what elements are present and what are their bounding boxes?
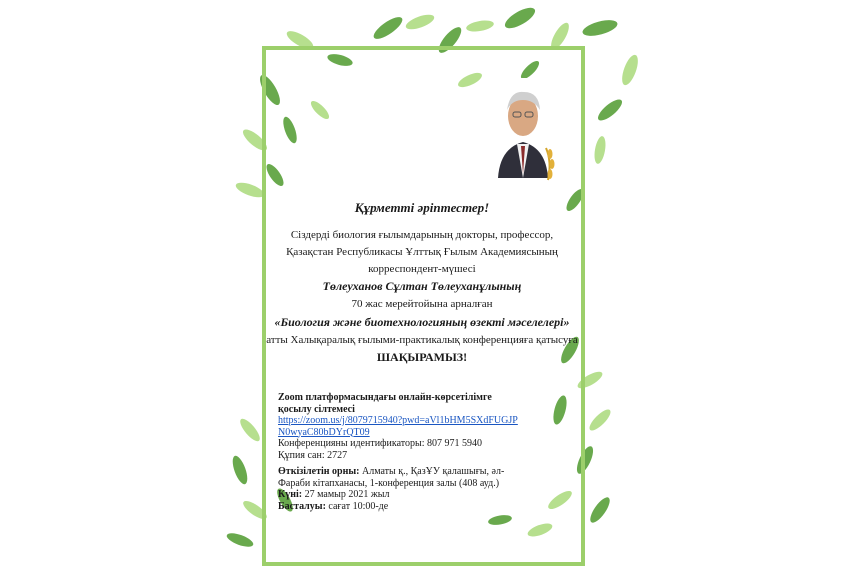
venue-label: Өткізілетін орны: <box>278 466 360 477</box>
leaf-shape <box>502 4 538 32</box>
leaf-shape <box>371 13 406 42</box>
passcode-label: Құпия сан: <box>278 449 325 461</box>
start-label: Басталуы: <box>278 500 326 512</box>
conference-description: атты Халықаралық ғылыми-практикалық конференцияға қатысуға <box>266 334 578 346</box>
passcode-row <box>278 450 518 462</box>
zoom-heading: Zoom платформасындағы онлайн-көрсетілімге <box>278 392 492 403</box>
conference-id-label: Конференцияны идентификаторы: <box>278 438 425 449</box>
leaf-shape <box>404 12 436 33</box>
leaf-shape <box>237 416 263 444</box>
conference-id-value: 807 971 5940 <box>427 438 483 449</box>
leaf-shape <box>593 135 608 164</box>
leaf-shape <box>581 17 619 39</box>
leaf-shape <box>465 19 494 34</box>
conference-id-row <box>278 438 518 450</box>
passcode-value: 2727 <box>327 449 348 461</box>
date-row <box>278 489 518 501</box>
intro-line-2: Қазақстан Республикасы Ұлттық Ғылым Академиясының <box>286 246 558 258</box>
greeting-title: Құрметті әріптестер! <box>354 200 490 215</box>
leaf-shape <box>225 531 255 550</box>
zoom-heading-2: қосылу сілтемесі <box>278 403 355 415</box>
intro-line-1: Сіздерді биология ғылымдарының докторы, профессор, <box>290 229 554 241</box>
anniversary-line: 70 жас мерейтойына арналған <box>351 298 493 310</box>
date-value: 27 мамыр 2021 жыл <box>304 489 390 500</box>
zoom-link[interactable]: https://zoom.us/j/8079715940?pwd=aVl1bHM5SXdFUGJPN0wyaC80bDYrQT09 <box>278 415 518 438</box>
leaf-shape <box>619 53 641 87</box>
invite-heading: ШАҚЫРАМЫЗ! <box>376 350 468 364</box>
venue-row <box>278 466 518 489</box>
leaf-shape <box>587 407 614 434</box>
leaf-shape <box>230 454 251 486</box>
info-block <box>278 392 518 512</box>
start-row <box>278 501 518 513</box>
intro-line-3: корреспондент-мүшесі <box>368 263 476 275</box>
venue-value: Алматы қ., ҚазҰУ қалашығы, әл-Фараби кітапханасы, 1-конференция залы (408 ауд.) <box>278 466 505 489</box>
portrait-photo <box>490 78 556 184</box>
date-label: Күні: <box>278 489 303 500</box>
leaf-shape <box>595 96 625 124</box>
start-value: сағат 10:00-де <box>328 500 389 512</box>
leaf-shape <box>587 495 613 526</box>
honoree-name: Төлеуханов Сұлтан Төлеуханұлының <box>322 279 522 293</box>
conference-title: «Биология және биотехнологияның өзекті мәселелері» <box>274 315 570 329</box>
